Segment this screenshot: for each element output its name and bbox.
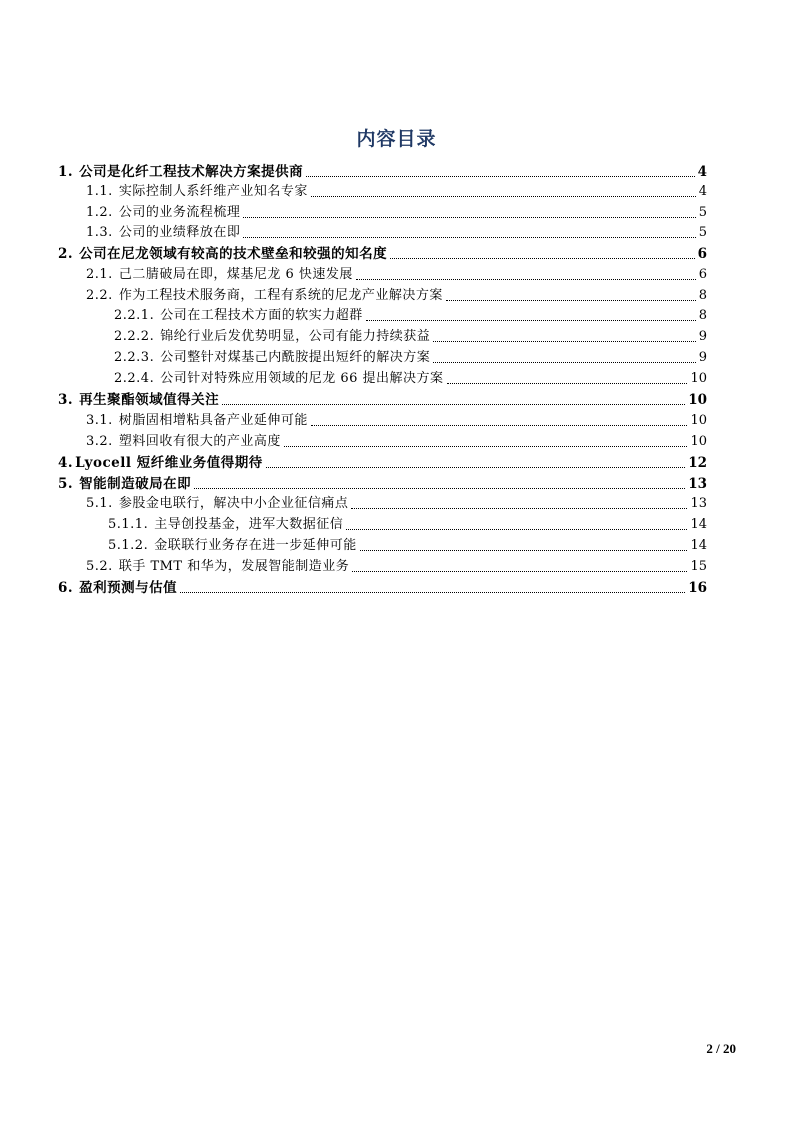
toc-entry-label: 2.1. 己二腈破局在即，煤基尼龙 6 快速发展 [86, 267, 353, 282]
toc-entry-5-2[interactable] [86, 555, 707, 575]
toc-dot-leader [433, 341, 695, 342]
toc-entry-label: 5.1.1. 主导创投基金，进军大数据征信 [108, 517, 344, 532]
toc-page-number: 6 [697, 246, 707, 262]
toc-page-number: 4 [697, 164, 707, 180]
toc-page-number: 8 [698, 308, 707, 323]
toc-page-number: 9 [698, 329, 707, 344]
toc-entry-2[interactable] [58, 242, 707, 262]
toc-entry-label: 1.3. 公司的业绩释放在即 [86, 225, 241, 240]
toc-dot-leader [180, 592, 685, 593]
toc-entry-label: 6. 盈利预测与估值 [58, 580, 178, 596]
toc-entry-4[interactable] [58, 451, 707, 471]
toc-entry-2-2-2[interactable] [114, 325, 707, 345]
toc-entry-label: 5.1.2. 金联联行业务存在进一步延伸可能 [108, 538, 357, 553]
toc-entry-1-1[interactable] [86, 180, 707, 200]
toc-page-number: 5 [698, 225, 707, 240]
toc-dot-leader [311, 425, 688, 426]
toc-entry-3-2[interactable] [86, 430, 707, 450]
toc-dot-leader [356, 279, 696, 280]
toc-entry-5[interactable] [58, 472, 707, 492]
toc-dot-leader [243, 237, 695, 238]
toc-entry-3-1[interactable] [86, 409, 707, 429]
toc-page-number: 10 [688, 392, 707, 408]
toc-page-number: 10 [690, 413, 707, 428]
toc-dot-leader [266, 467, 685, 468]
page-number: 2 / 20 [706, 1041, 736, 1056]
toc-entry-1-2[interactable] [86, 201, 707, 221]
toc-entry-label: 2.2.2. 锦纶行业后发优势明显，公司有能力持续获益 [114, 329, 431, 344]
toc-dot-leader [346, 529, 687, 530]
toc-page-number: 13 [688, 476, 707, 492]
toc-dot-leader [351, 508, 687, 509]
toc-page-number: 6 [698, 267, 707, 282]
toc-page-number: 12 [688, 455, 707, 471]
toc-entry-1-3[interactable] [86, 221, 707, 241]
toc-entry-label: 1.1. 实际控制人系纤维产业知名专家 [86, 184, 308, 199]
toc-entry-label: 2. 公司在尼龙领域有较高的技术壁垒和较强的知名度 [58, 246, 388, 262]
toc-entry-label: 2.2.3. 公司整针对煤基己内酰胺提出短纤的解决方案 [114, 350, 431, 365]
toc-entry-label: 3.2. 塑料回收有很大的产业高度 [86, 434, 281, 449]
toc-entry-2-2-3[interactable] [114, 346, 707, 366]
toc-page-number: 10 [690, 434, 707, 449]
toc-page-number: 15 [690, 559, 707, 574]
toc-entry-label: 5.2. 联手 TMT 和华为，发展智能制造业务 [86, 559, 350, 574]
toc-title: 内容目录 [356, 128, 437, 150]
toc-entry-label: 1. 公司是化纤工程技术解决方案提供商 [58, 164, 304, 180]
toc-dot-leader [390, 258, 695, 259]
toc-entry-label: 3. 再生聚酯领域值得关注 [58, 392, 220, 408]
toc-page-number: 13 [690, 496, 707, 511]
toc-dot-leader [446, 300, 696, 301]
toc-dot-leader [352, 571, 687, 572]
toc-entry-1[interactable] [58, 160, 707, 180]
toc-entry-label: 1.2. 公司的业务流程梳理 [86, 205, 241, 220]
toc-entry-label: 2.2.1. 公司在工程技术方面的软实力超群 [114, 308, 363, 323]
toc-dot-leader [222, 404, 685, 405]
toc-entry-2-2[interactable] [86, 284, 707, 304]
toc-page-number: 16 [688, 580, 707, 596]
toc-dot-leader [311, 196, 696, 197]
toc-page-number: 5 [698, 205, 707, 220]
toc-page-number: 4 [698, 184, 707, 199]
toc-dot-leader [306, 176, 695, 177]
toc-page-number: 14 [690, 538, 707, 553]
toc-dot-leader [447, 383, 688, 384]
toc-entry-label: 3.1. 树脂固相增粘具备产业延伸可能 [86, 413, 308, 428]
toc-page-number: 14 [690, 517, 707, 532]
toc-entry-2-1[interactable] [86, 263, 707, 283]
toc-entry-label: 5.1. 参股金电联行，解决中小企业征信痛点 [86, 496, 349, 511]
toc-entry-2-2-1[interactable] [114, 304, 707, 324]
toc-dot-leader [284, 446, 688, 447]
toc-entry-label: 4. Lyocell 短纤维业务值得期待 [58, 455, 263, 471]
toc-entry-6[interactable] [58, 576, 707, 596]
toc-entry-5-1[interactable] [86, 492, 707, 512]
toc-dot-leader [366, 320, 696, 321]
toc-page-number: 10 [690, 371, 707, 386]
toc-entry-5-1-1[interactable] [108, 513, 707, 533]
toc-dot-leader [360, 550, 688, 551]
toc-dot-leader [433, 362, 695, 363]
toc-entry-label: 2.2. 作为工程技术服务商，工程有系统的尼龙产业解决方案 [86, 288, 443, 303]
toc-page-number: 8 [698, 288, 707, 303]
toc-page-number: 9 [698, 350, 707, 365]
toc-entry-3[interactable] [58, 388, 707, 408]
toc-entry-5-1-2[interactable] [108, 534, 707, 554]
toc-entry-label: 2.2.4. 公司针对特殊应用领域的尼龙 66 提出解决方案 [114, 371, 444, 386]
toc-entry-2-2-4[interactable] [114, 367, 707, 387]
toc-dot-leader [243, 217, 695, 218]
toc-dot-leader [194, 488, 685, 489]
toc-entry-label: 5. 智能制造破局在即 [58, 476, 192, 492]
